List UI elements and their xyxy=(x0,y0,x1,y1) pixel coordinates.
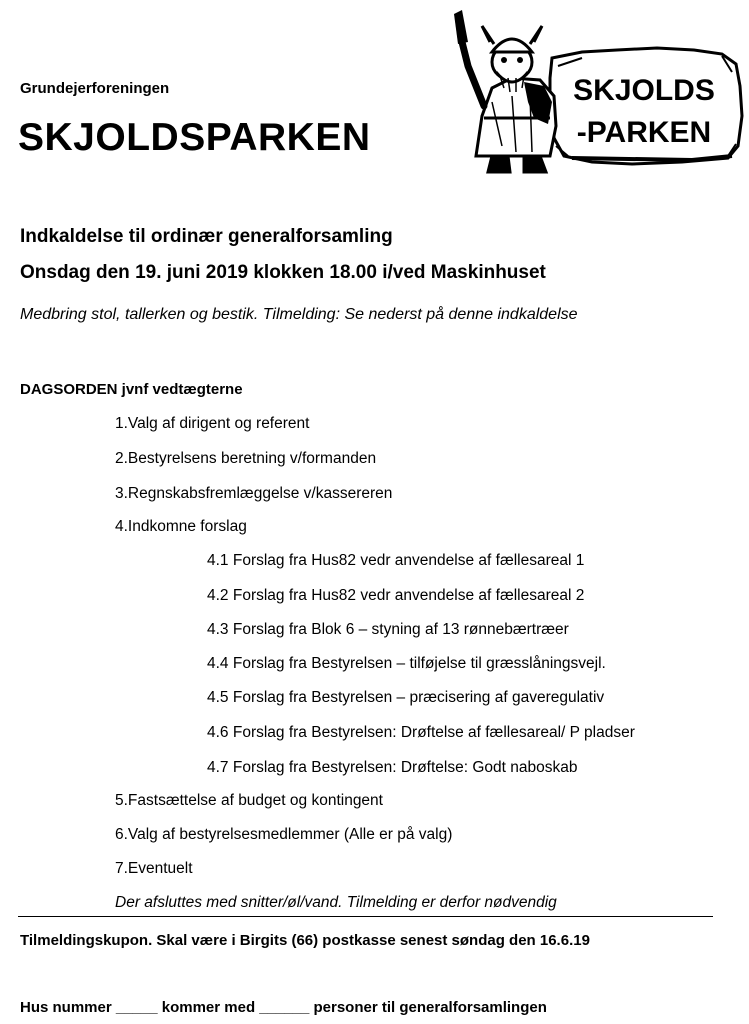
proposal-item: 4.2 Forslag fra Hus82 vedr anvendelse af fællesareal 2 xyxy=(207,587,585,604)
invitation-heading: Indkaldelse til ordinær generalforsamling xyxy=(20,226,393,247)
meeting-date-line: Onsdag den 19. juni 2019 klokken 18.00 i/ved Maskinhuset xyxy=(20,262,546,283)
proposal-item: 4.3 Forslag fra Blok 6 – styning af 13 rønnebærtræer xyxy=(207,621,569,638)
proposal-item: 4.4 Forslag fra Bestyrelsen – tilføjelse til græsslåningsvejl. xyxy=(207,655,606,672)
closing-note: Der afsluttes med snitter/øl/vand. Tilmelding er derfor nødvendig xyxy=(115,894,557,911)
proposal-item: 4.7 Forslag fra Bestyrelsen: Drøftelse: Godt naboskab xyxy=(207,759,578,776)
coupon-heading: Tilmeldingskupon. Skal være i Birgits (66) postkasse senest søndag den 16.6.19 xyxy=(20,932,590,949)
proposal-item: 4.6 Forslag fra Bestyrelsen: Drøftelse af fællesareal/ P pladser xyxy=(207,724,635,741)
coupon-divider xyxy=(18,916,713,917)
house-number-line: Hus nummer _____ kommer med ______ personer til generalforsamlingen xyxy=(20,999,547,1016)
agenda-item: 4.Indkomne forslag xyxy=(115,518,247,535)
agenda-item: 3.Regnskabsfremlæggelse v/kassereren xyxy=(115,485,393,502)
organization-name: Grundejerforeningen xyxy=(20,80,170,97)
agenda-item: 7.Eventuelt xyxy=(115,860,193,877)
agenda-item: 1.Valg af dirigent og referent xyxy=(115,415,310,432)
proposal-item: 4.1 Forslag fra Hus82 vedr anvendelse af fællesareal 1 xyxy=(207,552,585,569)
agenda-item: 5.Fastsættelse af budget og kontingent xyxy=(115,792,383,809)
agenda-item: 2.Bestyrelsens beretning v/formanden xyxy=(115,450,377,467)
agenda-item: 6.Valg af bestyrelsesmedlemmer (Alle er på valg) xyxy=(115,826,453,843)
logo-text-line2: -PARKEN xyxy=(576,116,712,149)
agenda-heading: DAGSORDEN jvnf vedtægterne xyxy=(20,381,243,398)
bring-items-note: Medbring stol, tallerken og bestik. Tilmelding: Se nederst på denne indkaldelse xyxy=(20,306,578,323)
viking-mascot-icon xyxy=(432,6,748,176)
skjoldsparken-logo xyxy=(432,6,748,176)
logo-text-line1: SKJOLDS xyxy=(573,74,715,107)
proposal-item: 4.5 Forslag fra Bestyrelsen – præcisering af gaveregulativ xyxy=(207,689,605,706)
page-title: SKJOLDSPARKEN xyxy=(18,116,371,159)
